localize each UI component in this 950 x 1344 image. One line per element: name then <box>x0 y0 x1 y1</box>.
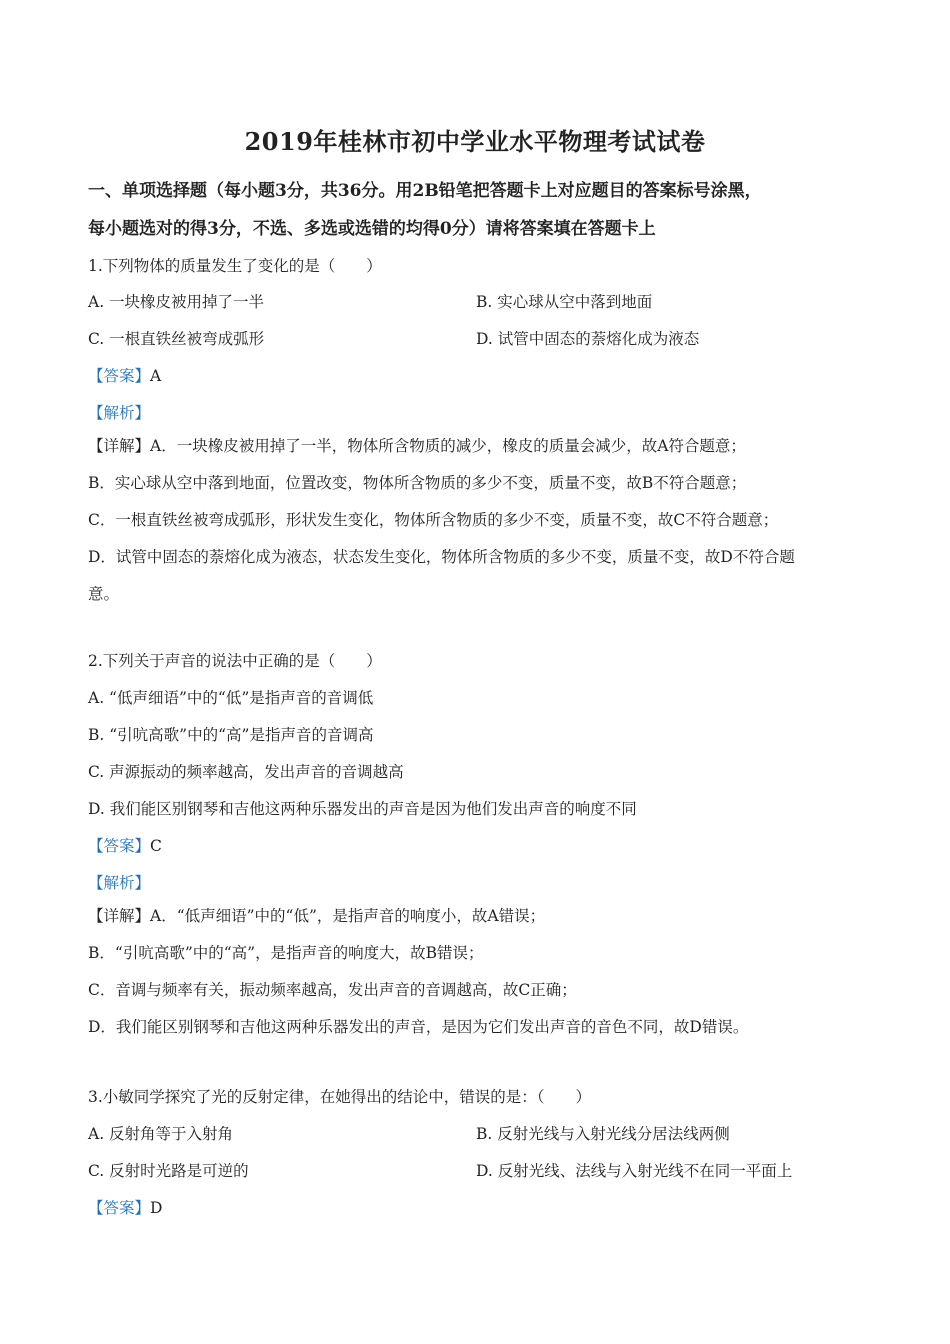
q1-stem: 1.下列物体的质量发生了变化的是（ ） <box>88 257 382 275</box>
analysis-tag: 【解析】 <box>88 874 151 892</box>
q2-detail-4: D．我们能区别钢琴和吉他这两种乐器发出的声音，是因为它们发出声音的音色不同，故D错误。 <box>88 1018 749 1036</box>
q2-option-c: C. 声源振动的频率越高，发出声音的音调越高 <box>88 763 404 781</box>
analysis-tag: 【解析】 <box>88 404 151 422</box>
page-title: 2019年桂林市初中学业水平物理考试试卷 <box>244 127 706 156</box>
q1-option-a: A. 一块橡皮被用掉了一半 <box>88 293 265 311</box>
q1-detail-4: D．试管中固态的萘熔化成为液态，状态发生变化，物体所含物质的多少不变，质量不变，故D不符合题 <box>88 548 795 566</box>
q2-stem: 2.下列关于声音的说法中正确的是（ ） <box>88 652 382 670</box>
q2-option-a: A. “低声细语”中的“低”是指声音的音调低 <box>88 689 374 707</box>
q3-answer-value: D <box>150 1199 163 1217</box>
q2-option-d: D. 我们能区别钢琴和吉他这两种乐器发出的声音是因为他们发出声音的响度不同 <box>88 800 637 818</box>
q2-detail-1: 【详解】A．“低声细语”中的“低”，是指声音的响度小，故A错误； <box>88 907 546 925</box>
q3-option-a: A. 反射角等于入射角 <box>88 1125 234 1143</box>
q3-option-c: C. 反射时光路是可逆的 <box>88 1162 249 1180</box>
q2-detail-2: B．“引吭高歌”中的“高”，是指声音的响度大，故B错误； <box>88 944 484 962</box>
section-heading-line1: 一、单项选择题（每小题3分，共36分。用2B铅笔把答题卡上对应题目的答案标号涂黑， <box>88 181 762 201</box>
q1-detail-3: C．一根直铁丝被弯成弧形，形状发生变化，物体所含物质的多少不变，质量不变，故C不符合题意； <box>88 511 779 529</box>
q2-answer <box>88 836 162 856</box>
q3-option-d: D. 反射光线、法线与入射光线不在同一平面上 <box>476 1162 793 1180</box>
answer-tag: 【答案】 <box>88 1199 151 1217</box>
q3-option-b: B. 反射光线与入射光线分居法线两侧 <box>476 1125 730 1143</box>
q3-stem: 3.小敏同学探究了光的反射定律，在她得出的结论中，错误的是：（ ） <box>88 1088 592 1106</box>
q1-detail-5: 意。 <box>88 585 120 603</box>
q3-answer <box>88 1198 162 1218</box>
q2-analysis <box>88 873 150 893</box>
q1-option-b: B. 实心球从空中落到地面 <box>476 293 653 311</box>
section-heading <box>88 172 878 248</box>
q1-option-c: C. 一根直铁丝被弯成弧形 <box>88 330 265 348</box>
q1-detail-1: 【详解】A．一块橡皮被用掉了一半，物体所含物质的减少，橡皮的质量会减少，故A符合题意； <box>88 437 746 455</box>
detail-tag: 【详解】 <box>88 437 151 455</box>
section-heading-line2: 每小题选对的得3分，不选、多选或选错的均得0分）请将答案填在答题卡上 <box>88 219 656 239</box>
q1-detail-2: B．实心球从空中落到地面，位置改变，物体所含物质的多少不变，质量不变，故B不符合题意； <box>88 474 747 492</box>
q2-answer-value: C <box>150 837 162 855</box>
q1-answer-value: A <box>150 367 162 385</box>
answer-tag: 【答案】 <box>88 837 151 855</box>
detail-tag: 【详解】 <box>88 907 151 925</box>
q1-analysis <box>88 403 150 423</box>
q1-answer <box>88 366 161 386</box>
answer-tag: 【答案】 <box>88 367 151 385</box>
q1-option-d: D. 试管中固态的萘熔化成为液态 <box>476 330 700 348</box>
q2-option-b: B. “引吭高歌”中的“高”是指声音的音调高 <box>88 726 374 744</box>
q2-detail-3: C．音调与频率有关，振动频率越高，发出声音的音调越高，故C正确； <box>88 981 577 999</box>
